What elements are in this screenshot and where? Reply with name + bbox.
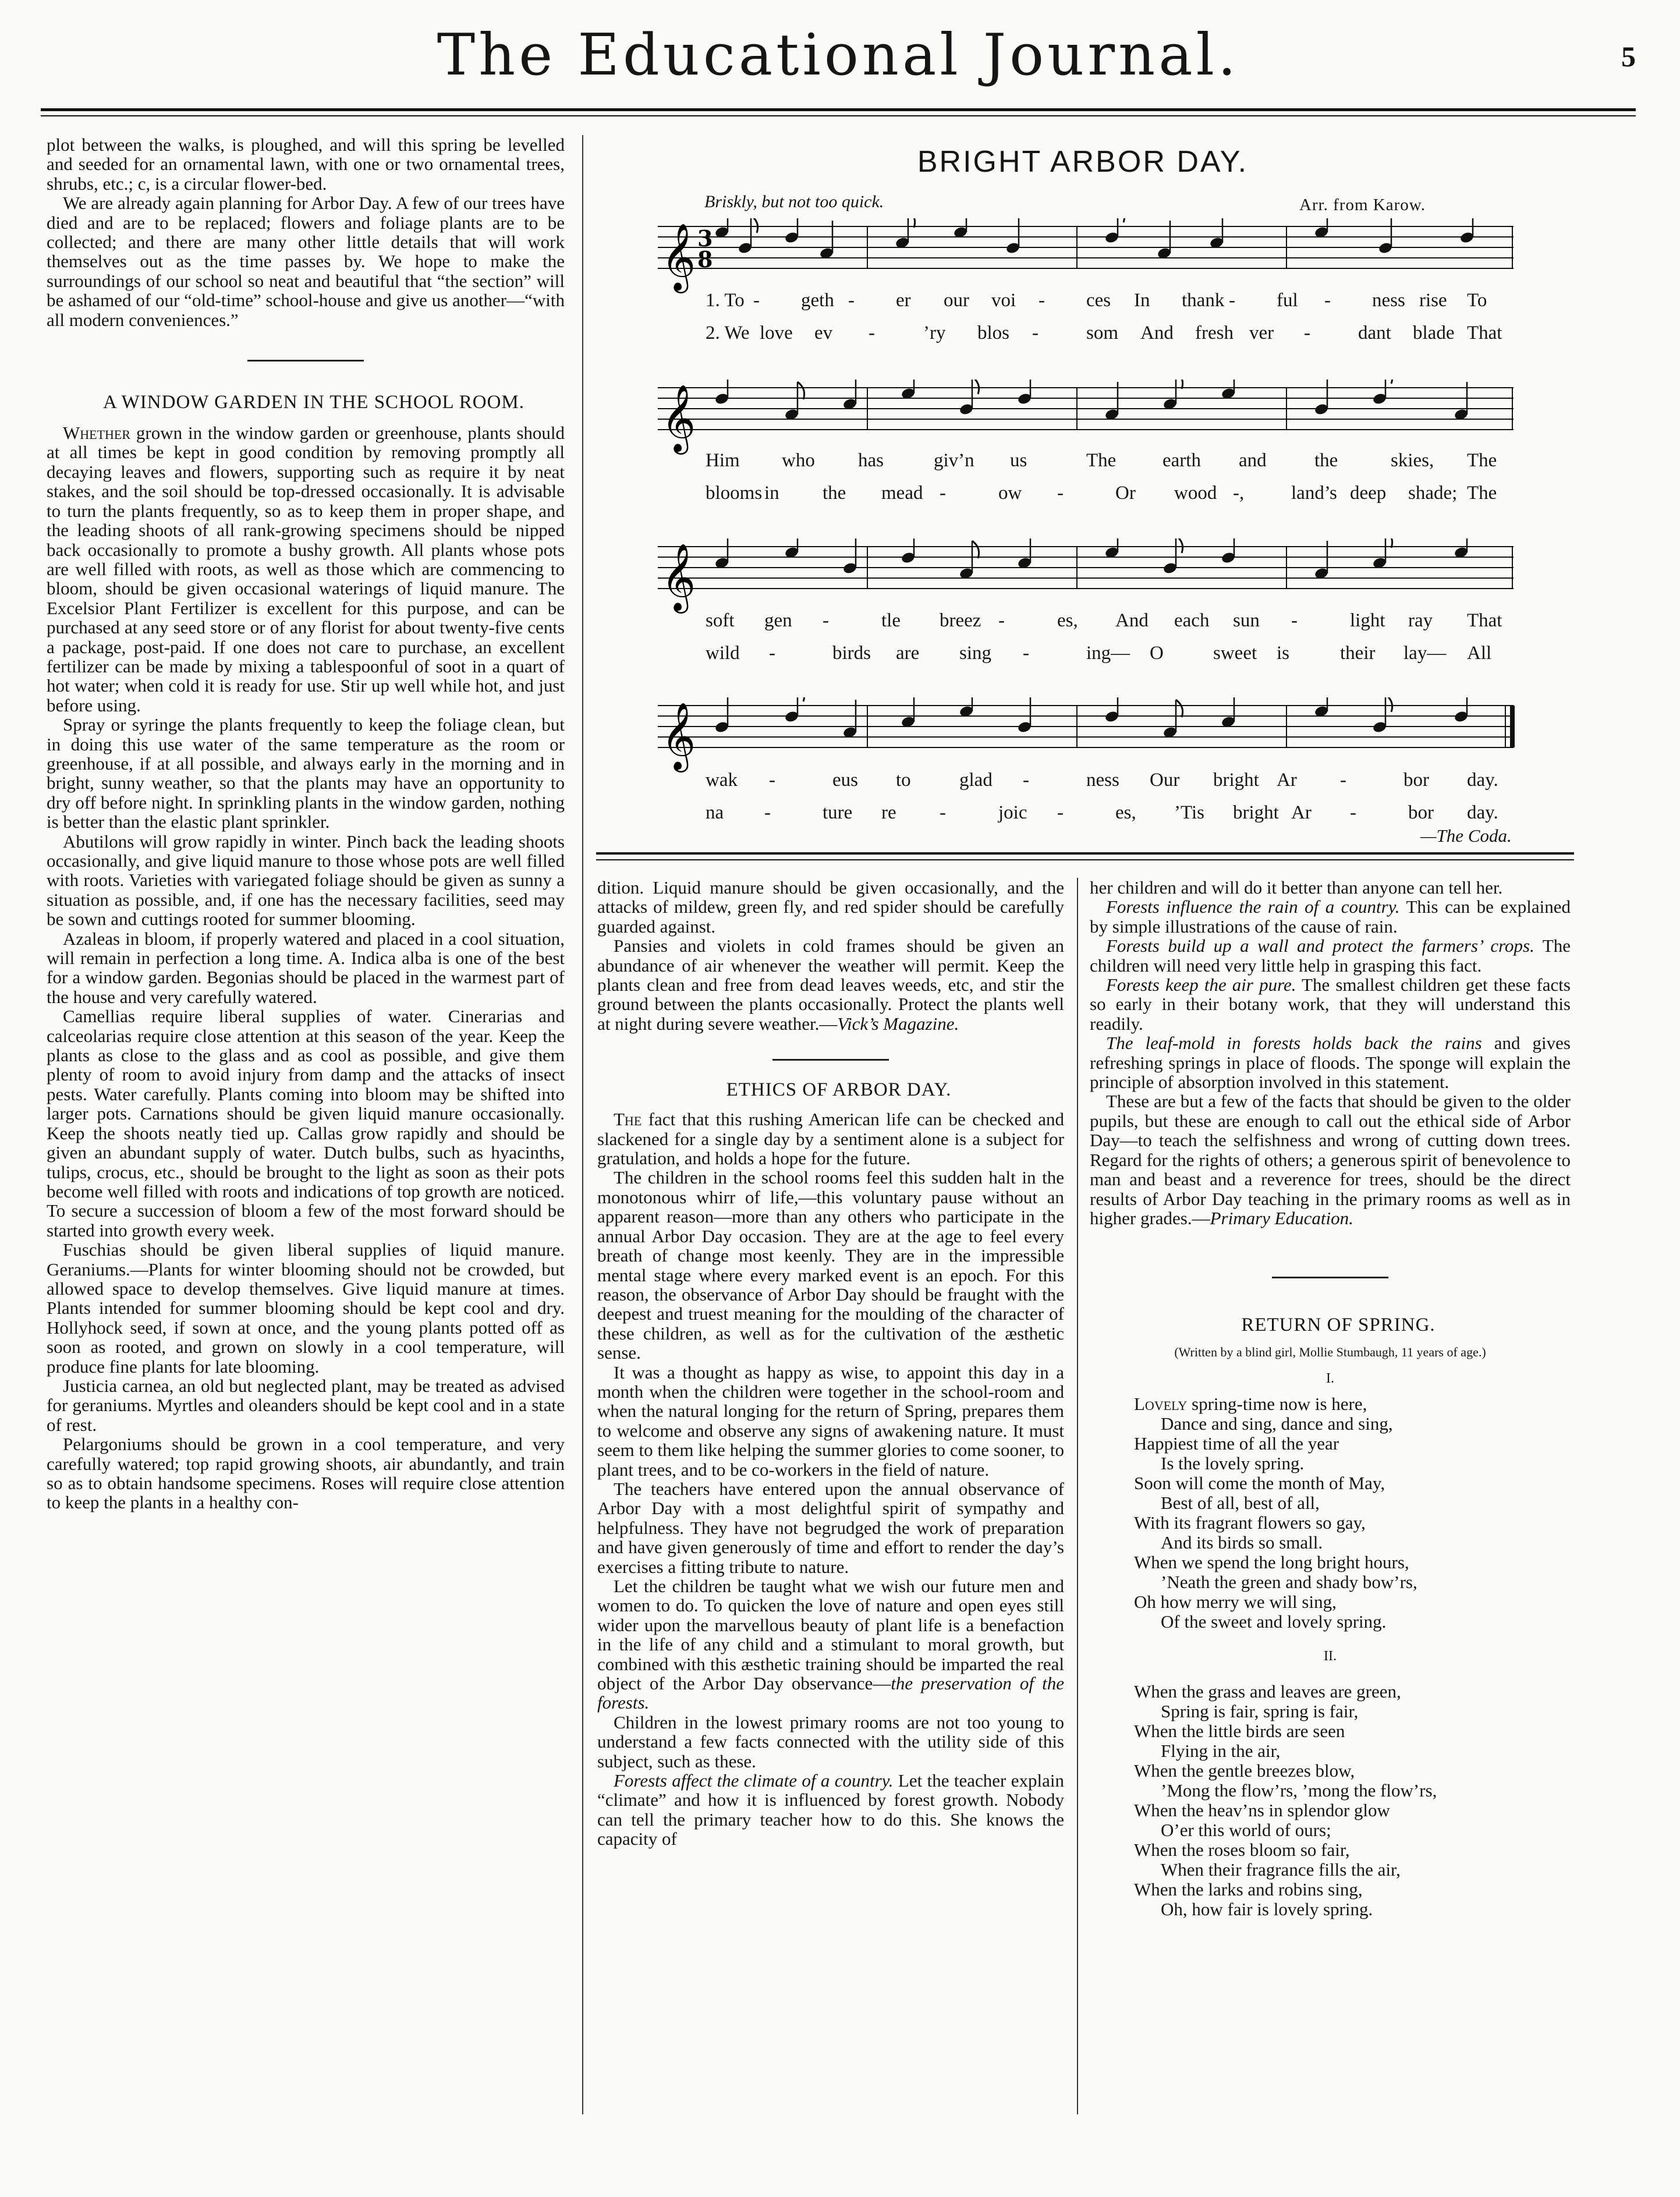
note-flag <box>972 541 979 558</box>
lyric-syllable: -, <box>1233 483 1245 504</box>
lyric-syllable: bright <box>1233 802 1279 823</box>
treble-clef-icon: 𝄞 <box>661 384 696 452</box>
lyric-syllable: 2. We <box>706 323 750 343</box>
poem-line: Soon will come the month of May, <box>1134 1473 1385 1494</box>
lyric-syllable: - <box>1057 483 1064 504</box>
lyric-syllable: som <box>1086 323 1119 343</box>
lyric-syllable: wood <box>1174 483 1217 504</box>
lyric-syllable: - <box>1340 770 1346 791</box>
lyric-syllable: eus <box>832 770 858 791</box>
note-flag <box>1385 697 1392 712</box>
poem-line: Flying in the air, <box>1161 1740 1281 1761</box>
note-flag <box>798 382 804 399</box>
note-flag <box>798 697 804 701</box>
poem-line: When the little birds are seen <box>1134 1720 1345 1741</box>
paragraph-spray: Spray or syringe the plants frequently to keep the foliage clean, but in doing this use water of the same temperature as the room or greenhouse, if at all possible, and always early in the morning and in bright, sunny weather, so that the plants may have an opportunity to dry off before night. In sprinkling plants in the window garden, nothing is better than the elastic plant sprinkler. <box>47 714 565 832</box>
lyric-syllable: day. <box>1467 770 1498 791</box>
lyric-syllable: Ar <box>1277 770 1297 791</box>
heading-window-garden: A WINDOW GARDEN IN THE SCHOOL ROOM. <box>102 392 525 413</box>
lyric-syllable: fresh <box>1195 323 1234 343</box>
song-bottom-rule <box>596 852 1574 855</box>
lyric-syllable: ray <box>1408 610 1433 631</box>
stanza-1-number: I. <box>1326 1370 1334 1386</box>
lyric-syllable: earth <box>1162 450 1201 471</box>
lyric-syllable: in <box>764 483 779 504</box>
poem-line: When their fragrance fills the air, <box>1161 1859 1401 1880</box>
note-flag <box>1176 538 1183 553</box>
lyric-syllable: - <box>769 643 775 664</box>
lyric-syllable: na <box>706 802 724 823</box>
lyric-syllable: Ar <box>1291 802 1312 823</box>
song-coda: —The Coda. <box>1420 825 1512 846</box>
lyric-syllable: The <box>1467 483 1497 504</box>
window-garden-first-paragraph: Whether grown in the window garden or greenhouse, plants should at all times be kept in good condition by removing promptly all decaying leaves and flowers, supporting such as require it by neat stakes, and the soil should be top-dressed occasionally. It is advisable to turn the plants frequently, so as to keep them in proper shape, and the leading shoots of all rank-growing specimens should be nipped back occasionally to promote a bushy growth. All plants whose pots are well filled with roots, as well as those which are commencing to bloom, should be given occasional waterings of liquid manure. The Excelsior Plant Fertilizer is excellent for this purpose, and can be purchased at any seed store or of any florist for about twenty-five cents a package, post-paid. If one does not care to purchase, an excellent fertilizer can be made by mixing a tablespoonful of soot in a quart of hot water; when cold it is ready for use. Stir up well while hot, and just before using. <box>47 423 565 715</box>
lyric-syllable: The <box>1086 450 1117 471</box>
paragraph-thought: It was a thought as happy as wise, to appoint this day in a month when the children were together in the school-room and when the natural longing for the return of Spring, prepares them to welcome and observe any signs of awakening nature. It must seem to them like helping the summer glories to come sooner, to plant trees, and to be co-workers in the field of nature. <box>597 1362 1064 1480</box>
paragraph-justicia: Justicia carnea, an old but neglected plant, may be treated as advised for geraniums. Myrtles and oleanders should be kept cool and in a state of rest. <box>47 1375 565 1435</box>
lyric-syllable: - <box>1350 802 1356 823</box>
note-flag <box>751 218 758 233</box>
lyric-syllable: ’ry <box>923 323 946 343</box>
lyric-syllable: who <box>782 450 815 471</box>
continued-paragraph: dition. Liquid manure should be given occasionally, and the attacks of mildew, green fly, and red spider should be carefully guarded against. <box>597 877 1064 937</box>
masthead-rule <box>41 108 1636 111</box>
lyric-syllable: wild <box>706 643 740 664</box>
section-divider <box>772 1059 889 1061</box>
lyric-syllable: birds <box>832 643 871 664</box>
lyric-syllable: wak <box>706 770 738 791</box>
column-rule-left <box>582 135 583 2114</box>
paragraph-pelargoniums: Pelargoniums should be grown in a cool temperature, and very carefully watered; top rapid growing shoots, air abundantly, and train so as to obtain handsome specimens. Roses will require close attention to keep the plants in a healthy con- <box>47 1434 565 1513</box>
lyric-syllable: joic <box>998 802 1027 823</box>
lyric-syllable: love <box>760 323 793 343</box>
paragraph-azaleas: Azaleas in bloom, if properly watered and placed in a cool situation, will remain in perfection a long time. A. Indica alba is one of the best for a window garden. Begonias should be placed in the warmest part of the house and very carefully watered. <box>47 928 565 1007</box>
lyric-syllable: bor <box>1408 802 1434 823</box>
lyric-syllable: voi <box>991 290 1016 311</box>
lyric-syllable: - <box>1304 323 1310 343</box>
lyric-syllable: ’Tis <box>1174 802 1204 823</box>
lyric-syllable: giv’n <box>934 450 974 471</box>
lyric-syllable: mead <box>881 483 923 504</box>
paragraph-forests-air: Forests keep the air pure. The smallest children get these facts so early in their botany work, that they will understand this readily. <box>1090 975 1571 1034</box>
time-signature: 3 <box>697 225 713 251</box>
lyric-syllable: - <box>823 610 829 631</box>
lyric-syllable: - <box>1057 802 1064 823</box>
paragraph-future: Let the children be taught what we wish our future men and women to do. To quicken the love of nature and open eyes still wider upon the marvellous beauty of plant life is a benefaction in the life of any child and a stimulant to moral growth, but combined with this æsthetic training should be imparted the real object of the Arbor Day observance—the preservation of the forests. <box>597 1576 1064 1713</box>
lyric-syllable: to <box>896 770 911 791</box>
lyric-syllable: skies, <box>1391 450 1434 471</box>
poem-line: When the larks and robins sing, <box>1134 1879 1363 1900</box>
treble-clef-icon: 𝄞 <box>661 222 696 290</box>
music-staff-2 <box>658 380 1519 455</box>
masthead <box>41 23 1636 87</box>
music-staff-3 <box>658 538 1519 614</box>
column-forests-poem <box>1090 878 1571 1919</box>
poem-line: Spring is fair, spring is fair, <box>1161 1700 1359 1721</box>
lyric-syllable: And <box>1140 323 1174 343</box>
lyric-syllable: - <box>1291 610 1298 631</box>
lyric-syllable: and <box>1239 450 1267 471</box>
lyric-syllable: day. <box>1467 802 1498 823</box>
paragraph-camellias: Camellias require liberal supplies of water. Cinerarias and calceolarias require close attention at this season of the year. Keep the plants as close to the glass and as cool as possible, and give them plenty of room to avoid injury from damp and the attacks of insect pests. Water carefully. Plants coming into bloom may be shifted into larger pots. Carnations should be given liquid manure occasionally. Keep the shoots neatly tied up. Callas grow rapidly and should be given an abundant supply of water. Dutch bulbs, such as hyacinths, tulips, crocus, etc., should be brought to the light as soon as their pots become well filled with roots and indications of top growth are noticed. To secure a succession of bloom a few of the most forward should be started into growth every week. <box>47 1006 565 1241</box>
lyric-syllable: Or <box>1115 483 1136 504</box>
note-flag <box>1118 218 1125 222</box>
time-signature: 8 <box>697 246 713 272</box>
lyric-syllable: And <box>1115 610 1149 631</box>
lyric-syllable: Him <box>706 450 740 471</box>
lyric-syllable: bor <box>1403 770 1429 791</box>
lyric-syllable: glad <box>959 770 993 791</box>
section-divider <box>247 360 364 362</box>
intro-paragraph-2: We are already again planning for Arbor Day. A few of our trees have died and are to be replaced; flowers and foliage plants are to be collected; and there are many other little details that will work themselves out as the time passes by. We hope to make the surroundings of our school so neat and beautiful that “the section” will be ashamed of our “old-time” school-house and give us another—“with all modern conveniences.” <box>47 193 565 330</box>
paragraph-forests-climate: Forests affect the climate of a country. Let the teacher explain “climate” and how it is influenced by forest growth. Nobody can tell the primary teacher how to do this. She knows the capacity of <box>597 1770 1064 1849</box>
lyric-syllable: ness <box>1372 290 1405 311</box>
lyric-syllable: light <box>1350 610 1385 631</box>
paragraph-forests-wall: Forests build up a wall and protect the farmers’ crops. The children will need very little help in grasping this fact. <box>1090 936 1571 976</box>
poem-line: Is the lovely spring. <box>1161 1453 1305 1474</box>
lyric-syllable: the <box>1314 450 1338 471</box>
continued-paragraph: her children and will do it better than anyone can tell her. <box>1090 877 1503 898</box>
lyric-syllable: ness <box>1086 770 1119 791</box>
lyric-syllable: ture <box>823 802 853 823</box>
poem-line: Oh how merry we will sing, <box>1134 1592 1337 1613</box>
lyric-syllable: - <box>1023 770 1029 791</box>
music-staff-1 <box>658 218 1519 294</box>
column-ethics <box>597 878 1064 1849</box>
lyric-syllable: our <box>944 290 969 311</box>
lyric-syllable: ing— <box>1086 643 1130 664</box>
masthead-rule-thin <box>41 115 1636 116</box>
lyric-syllable: - <box>848 290 855 311</box>
poem-line: And its birds so small. <box>1161 1532 1323 1553</box>
note-flag <box>972 380 979 394</box>
lyric-syllable: 1. To <box>706 290 745 311</box>
lyric-syllable: each <box>1174 610 1210 631</box>
lyric-syllable: es, <box>1057 610 1078 631</box>
lyric-syllable: - <box>764 802 771 823</box>
lyric-syllable: - <box>1229 290 1235 311</box>
poem-line: When the roses bloom so fair, <box>1134 1839 1350 1860</box>
lyric-syllable: To <box>1467 290 1487 311</box>
poem-line: O’er this world of ours; <box>1161 1819 1331 1840</box>
lyric-syllable: blos <box>977 323 1010 343</box>
lyric-syllable: Our <box>1150 770 1180 791</box>
intro-paragraph-1: plot between the walks, is ploughed, and will this spring be levelled and seeded for an ornamental lawn, with one or two ornamental trees, shrubs, etc.; c, is a circular flower-bed. <box>47 134 565 194</box>
lyric-syllable: tle <box>881 610 901 631</box>
lyric-syllable: - <box>769 770 775 791</box>
section-divider <box>1272 1277 1388 1278</box>
poem-line: When the grass and leaves are green, <box>1134 1681 1401 1702</box>
lyric-syllable: geth <box>801 290 834 311</box>
song-arranger: Arr. from Karow. <box>1299 196 1426 214</box>
lyric-syllable: - <box>940 483 946 504</box>
poem-line: When we spend the long bright hours, <box>1134 1552 1409 1573</box>
treble-clef-icon: 𝄞 <box>661 701 696 770</box>
lyric-syllable: - <box>753 290 760 311</box>
note-flag <box>1385 380 1392 384</box>
lyric-syllable: - <box>1032 323 1039 343</box>
poem-line: When the heav’ns in splendor glow <box>1134 1799 1390 1820</box>
lyric-syllable: sun <box>1233 610 1260 631</box>
poem-title: RETURN OF SPRING. <box>1241 1314 1436 1336</box>
poem-line: Happiest time of all the year <box>1134 1433 1339 1454</box>
lyric-syllable: thank <box>1182 290 1225 311</box>
lead-word: Whether <box>63 423 131 444</box>
poem-line: ’Mong the flow’rs, ’mong the flow’rs, <box>1161 1780 1437 1801</box>
paragraph-abutilons: Abutilons will grow rapidly in winter. Pinch back the leading shoots occasionally, and give liquid manure to those whose pots are well filled with roots. Varieties with variegated foliage should be given as sunny a situation as possible, and, if one has the necessary facilities, seed may be sown and cuttings rooted for summer blooming. <box>47 831 565 930</box>
lyric-syllable: ver <box>1249 323 1274 343</box>
poem-stanza-2 <box>1134 1682 1571 1919</box>
lyric-syllable: es, <box>1115 802 1136 823</box>
ethics-first-paragraph: The fact that this rushing American life can be checked and slackened for a single day by a sentiment alone is a subject for gratulation, and holds a hope for the future. <box>597 1109 1064 1169</box>
lyric-syllable: has <box>858 450 884 471</box>
lyric-syllable: the <box>823 483 846 504</box>
poem-line: With its fragrant flowers so gay, <box>1134 1512 1366 1533</box>
column-window-garden <box>47 135 565 1512</box>
lyric-syllable: rise <box>1419 290 1447 311</box>
lyric-syllable: In <box>1134 290 1150 311</box>
lyric-syllable: us <box>1010 450 1027 471</box>
poem-line: Oh, how fair is lovely spring. <box>1161 1898 1373 1919</box>
song-tempo: Briskly, but not too quick. <box>704 192 884 211</box>
lyric-syllable: - <box>940 802 946 823</box>
lyric-syllable: ces <box>1086 290 1111 311</box>
lyric-syllable: - <box>1324 290 1331 311</box>
lyric-syllable: bright <box>1213 770 1259 791</box>
paragraph-pansies: Pansies and violets in cold frames should be given an abundance of air whenever the weather will permit. Keep the plants clean and free from dead leaves weeds, etc, and stir the ground between the plants occasionally. Protect the plants well at night during severe weather.—Vick’s Magazine. <box>597 936 1064 1034</box>
poem-note: (Written by a blind girl, Mollie Stumbaugh, 11 years of age.) <box>1174 1345 1486 1360</box>
lyric-syllable: lay— <box>1403 643 1447 664</box>
column-rule-mid <box>1077 878 1078 2114</box>
lyric-syllable: are <box>896 643 920 664</box>
poem-stanza-1 <box>1134 1394 1571 1632</box>
lyric-syllable: is <box>1277 643 1290 664</box>
song-bottom-rule-thin <box>596 859 1574 860</box>
paragraph-leaf-mold: The leaf-mold in forests holds back the rains and gives refreshing springs in place of floods. The sponge will explain the principle of absorption involved in this statement. <box>1090 1033 1571 1093</box>
treble-clef-icon: 𝄞 <box>661 543 696 611</box>
lyric-syllable: - <box>869 323 875 343</box>
lyric-syllable: shade; <box>1408 483 1458 504</box>
lyric-syllable: their <box>1340 643 1376 664</box>
source-vicks: Vick’s Magazine. <box>837 1013 959 1034</box>
lyric-syllable: ow <box>998 483 1022 504</box>
lyric-syllable: That <box>1467 610 1502 631</box>
lyric-syllable: re <box>881 802 896 823</box>
lyric-syllable: sing <box>959 643 992 664</box>
music-staff-4 <box>658 697 1519 773</box>
lyric-syllable: O <box>1150 643 1164 664</box>
poem-line: Lovely spring-time now is here, <box>1134 1394 1367 1415</box>
paragraph-closing: These are but a few of the facts that should be given to the older pupils, but these are enough to call out the ethical side of Arbor Day—to teach the selfishness and wrong of cutting down trees. Regard for the rights of others; a generous spirit of benevolence to man and beast and a reverence for trees, should be the direct results of Arbor Day teaching in the primary rooms as well as in higher grades.—Primary Education. <box>1090 1091 1571 1228</box>
lyric-syllable: The <box>1467 450 1497 471</box>
poem-line: Dance and sing, dance and sing, <box>1161 1413 1393 1434</box>
lyric-syllable: blade <box>1413 323 1455 343</box>
song-title: BRIGHT ARBOR DAY. <box>917 145 1249 179</box>
lyric-syllable: deep <box>1350 483 1387 504</box>
paragraph-lowest-primary: Children in the lowest primary rooms are not too young to understand a few facts connected with the utility side of this subject, such as these. <box>597 1711 1064 1771</box>
lyric-syllable: That <box>1467 323 1502 343</box>
lyric-syllable: soft <box>706 610 735 631</box>
lyric-syllable: dant <box>1358 323 1391 343</box>
lyric-syllable: - <box>1023 643 1029 664</box>
paragraph-fuschias: Fuschias should be given liberal supplies of liquid manure. Geraniums.—Plants for winter blooming should not be crowded, but allowed space to develop themselves. Give liquid manure at times. Plants intended for summer blooming should be kept cool and dry. Hollyhock seed, if sown at once, and the young plants potted off as soon as rooted, and grown on slowly in a cool temperature, will produce fine plants for late blooming. <box>47 1239 565 1377</box>
stanza-2-number: II. <box>1324 1649 1337 1664</box>
journal-title: The Educational Journal. <box>437 22 1240 88</box>
lyric-syllable: - <box>998 610 1005 631</box>
lyric-syllable: All <box>1467 643 1492 664</box>
lyric-syllable: breez <box>940 610 981 631</box>
poem-line: When the gentle breezes blow, <box>1134 1760 1355 1781</box>
paragraph-forests-rain: Forests influence the rain of a country. This can be explained by simple illustrations of the cause of rain. <box>1090 896 1571 937</box>
page-number: 5 <box>1621 40 1636 73</box>
note-flag <box>1176 700 1183 717</box>
lyric-syllable: sweet <box>1213 643 1257 664</box>
paragraph-teachers: The teachers have entered upon the annual observance of Arbor Day with a most delightful spirit of sympathy and helpfulness. They have not begrudged the work of preparation and have given generously of time and effort to render the day’s exercises a fitting tribute to nature. <box>597 1478 1064 1577</box>
lyric-syllable: blooms <box>706 483 763 504</box>
poem-line: ’Neath the green and shady bow’rs, <box>1161 1572 1417 1593</box>
lyric-syllable: gen <box>764 610 792 631</box>
paragraph-children: The children in the school rooms feel this sudden halt in the monotonous whirr of life,—this voluntary pause without an apparent reason—more than any others who participate in the annual Arbor Day occasion. They are at the age to feel every breath of change most keenly. They are in the impressible mental stage where every marked event is an epoch. For this reason, the observance of Arbor Day should be fraught with the deepest and truest meaning for the moulding of the character of these children, as well as for the cultivation of the æsthetic sense. <box>597 1167 1064 1363</box>
lyric-syllable: er <box>896 290 911 311</box>
lyric-syllable: ev <box>814 323 833 343</box>
lyric-syllable: ful <box>1277 290 1298 311</box>
heading-ethics: ETHICS OF ARBOR DAY. <box>726 1079 952 1101</box>
lyric-syllable: - <box>1039 290 1045 311</box>
poem-line: Of the sweet and lovely spring. <box>1161 1611 1387 1632</box>
lyric-syllable: land’s <box>1291 483 1337 504</box>
poem-line: Best of all, best of all, <box>1161 1493 1320 1514</box>
